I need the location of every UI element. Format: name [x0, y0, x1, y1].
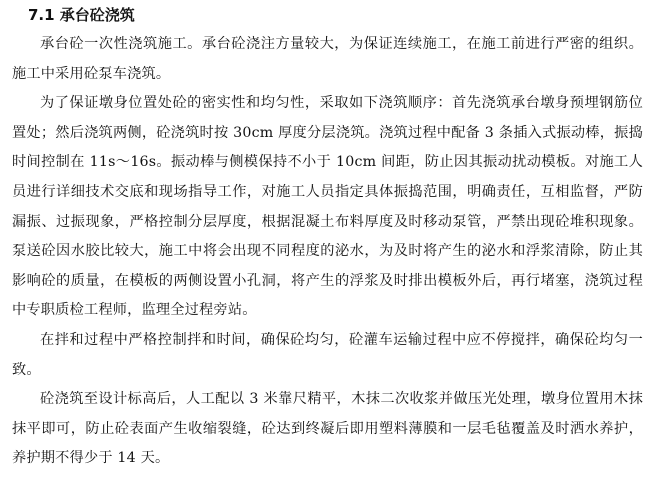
paragraph-mixing-control: 在拌和过程中严格控制拌和时间，确保砼均匀，砼灌车运输过程中应不停搅拌，确保砼均匀一致。: [12, 331, 643, 378]
paragraph-pouring-sequence: 为了保证墩身位置处砼的密实性和均匀性，采取如下浇筑顺序：首先浇筑承台墩身预埋钢筋位置处；然后浇筑两侧，砼浇筑时按 30cm 厚度分层浇筑。浇筑过程中配备 3 条插入式振动棒，振捣时间控制在 11s～16s。振动棒与侧模保持不小于 10cm 间距，防止因其振动扰动模板。对施工人员进行详细技术交底和现场指导工作，对施工人员指定具体振捣范围，明确责任，互相监督，严防漏振、过振现象，严格控制分层厚度，根据混凝土布料厚度及时移动泵管，严禁出现砼堆积现象。泵送砼因水胶比较大，施工中将会出现不同程度的泌水，为及时将产生的泌水和浮浆清除，防止其影响砼的质量，在模板的两侧设置小孔洞，将产生的浮浆及时排出模板外后，再行堵塞，浇筑过程中专职质检工程师，监理全过程旁站。: [12, 95, 643, 319]
paragraph-pouring-overview: 承台砼一次性浇筑施工。承台砼浇注方量较大，为保证连续施工，在施工前进行严密的组织。施工中采用砼泵车浇筑。: [12, 36, 643, 82]
section-heading: 7.1 承台砼浇筑: [28, 6, 135, 24]
paragraph-finishing-curing: 砼浇筑至设计标高后，人工配以 3 米靠尺精平，木抹二次收浆并做压光处理，墩身位置用木抹抹平即可，防止砼表面产生收缩裂缝，砼达到终凝后即用塑料薄膜和一层毛毡覆盖及时洒水养护，养护期不得少于 14 天。: [12, 391, 643, 467]
